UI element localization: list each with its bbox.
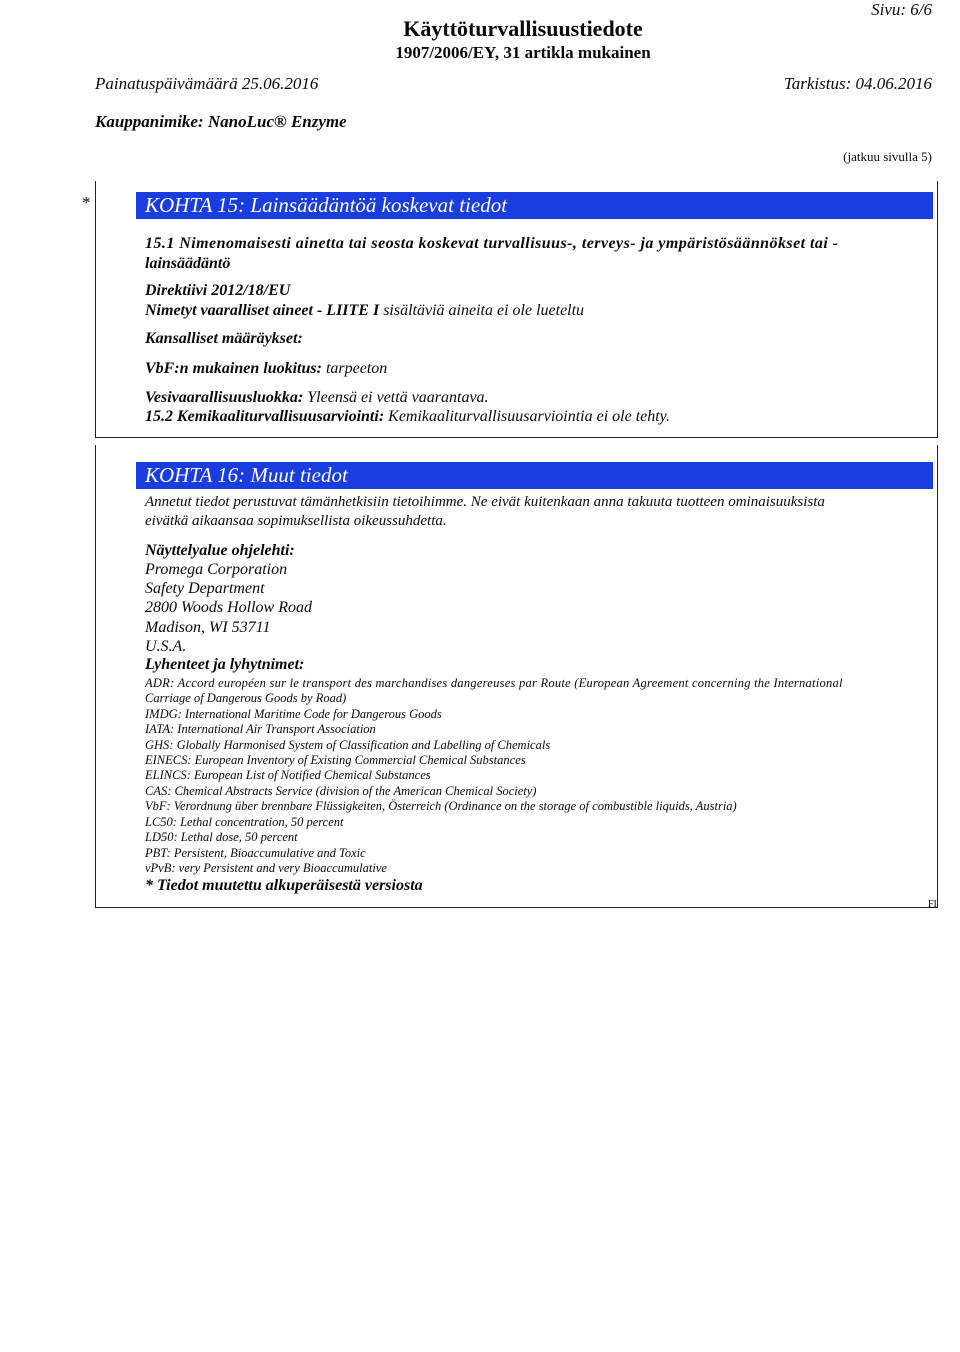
water-value: Yleensä ei vettä vaarantava. [307,389,489,406]
vbf-value: tarpeeton [325,360,388,377]
document-subtitle: 1907/2006/EY, 31 artikla mukainen [395,43,651,62]
abbrev-line: LD50: Lethal dose, 50 percent [145,830,298,844]
national-label: Kansalliset määräykset: [145,330,303,347]
abbrev-line: ADR: Accord européen sur le transport des marchandises dangereuses par Route (European Agreement concerning the International [145,676,843,690]
vbf-label: VbF:n mukainen luokitus: [145,360,322,377]
language-code: FI [928,899,937,910]
directive: Direktiivi 2012/18/EU [145,282,291,299]
csa-label: 15.2 Kemikaaliturvallisuusarviointi: [145,408,385,425]
continued-note: (jatkuu sivulla 5) [843,149,932,164]
abbrev-line: GHS: Globally Harmonised System of Classification and Labelling of Chemicals [145,738,551,752]
annex-line [145,302,584,320]
abbrev-line: LC50: Lethal concentration, 50 percent [145,815,344,829]
section-16-heading: KOHTA 16: Muut tiedot [136,462,933,489]
abbrev-line: vPvB: very Persistent and very Bioaccumulative [145,861,387,875]
annex-label: Nimetyt vaaralliset aineet - LIITE I [145,302,380,319]
water-line [145,389,489,407]
abbrev-line: Carriage of Dangerous Goods by Road) [145,691,347,705]
issuer-line: Safety Department [145,580,265,597]
abbrev-line: IMDG: International Maritime Code for Dangerous Goods [145,707,442,721]
revision-date: Tarkistus: 04.06.2016 [783,74,932,93]
page-number: Sivu: 6/6 [871,0,932,19]
abbrev-line: ELINCS: European List of Notified Chemical Substances [145,768,431,782]
vbf-line [145,360,387,378]
issuer-line: 2800 Woods Hollow Road [145,599,312,616]
issuer-line: Promega Corporation [145,561,288,578]
issuer-line: Madison, WI 53711 [145,619,271,636]
abbrev-line: CAS: Chemical Abstracts Service (division of the American Chemical Society) [145,784,537,798]
issuer-line: U.S.A. [145,638,187,655]
annex-value: sisältäviä aineita ei ole lueteltu [383,302,585,319]
print-date: Painatuspäivämäärä 25.06.2016 [95,74,319,93]
abbrev-line: EINECS: European Inventory of Existing Commercial Chemical Substances [145,753,526,767]
issuer-label: Näyttelyalue ohjelehti: [145,542,295,559]
changed-note: * Tiedot muutettu alkuperäisestä versiosta [145,877,423,894]
abbrev-line: IATA: International Air Transport Association [145,722,376,736]
document-title: Käyttöturvallisuustiedote [403,16,643,41]
disclaimer-line1: Annetut tiedot perustuvat tämänhetkisiin tietoihimme. Ne eivät kuitenkaan anna takuuta tuotteen ominaisuuksista [145,494,825,510]
abbrev-label: Lyhenteet ja lyhytnimet: [145,656,305,673]
csa-line [145,408,670,426]
disclaimer-line2: eivätkä aikaansaa sopimuksellista oikeussuhdetta. [145,513,447,529]
section-15-heading: KOHTA 15: Lainsäädäntöä koskevat tiedot [136,192,933,219]
sub-15-1-line1: 15.1 Nimenomaisesti ainetta tai seosta koskevat turvallisuus-, terveys- ja ympäristösäännökset tai - [145,235,839,252]
trade-name: Kauppanimike: NanoLuc® Enzyme [95,112,347,131]
abbrev-line: PBT: Persistent, Bioaccumulative and Toxic [145,846,366,860]
csa-value: Kemikaaliturvallisuusarviointia ei ole tehty. [388,408,670,425]
abbrev-line: VbF: Verordnung über brennbare Flüssigkeiten, Österreich (Ordinance on the storage of combustible liquids, Austria) [145,799,737,813]
water-label: Vesivaarallisuusluokka: [145,389,304,406]
changed-marker: * [82,193,91,212]
sub-15-1-line2: lainsäädäntö [145,255,231,272]
